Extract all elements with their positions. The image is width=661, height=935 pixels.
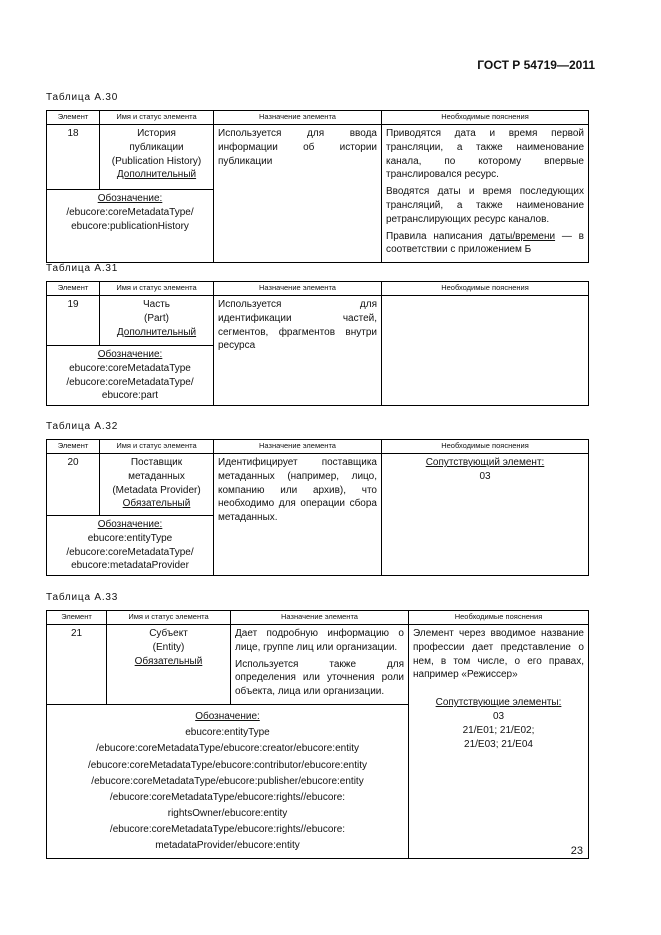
element-number: 19 xyxy=(47,296,100,346)
table-a31-caption: Таблица А.31 xyxy=(46,263,119,274)
col-header-notes: Необходимые пояснения xyxy=(382,111,589,125)
designation-cell xyxy=(47,190,214,263)
designation-label: Обозначение: xyxy=(195,710,260,722)
col-header-name: Имя и статус элемента xyxy=(100,282,214,296)
related-label: Сопутствующие элементы: xyxy=(435,697,562,709)
designation-label: Обозначение: xyxy=(97,349,163,360)
element-name-line: (Entity) xyxy=(152,641,185,653)
element-notes xyxy=(382,296,589,406)
col-header-element: Элемент xyxy=(47,440,100,454)
element-notes xyxy=(382,454,589,576)
element-status: Дополнительный xyxy=(116,169,197,181)
designation-line: ebucore:part xyxy=(101,390,159,402)
col-header-purpose: Назначение элемента xyxy=(214,440,382,454)
designation-line: rightsOwner/ebucore:entity xyxy=(167,808,288,820)
element-number: 20 xyxy=(47,454,100,516)
notes-paragraph: Вводятся даты и время последующих трансляций, а также наименование ретранслирующих ресурс каналов. xyxy=(386,186,584,225)
element-name-cell xyxy=(100,454,214,516)
element-notes xyxy=(382,125,589,263)
col-header-name: Имя и статус элемента xyxy=(107,611,231,625)
element-status: Обязательный xyxy=(134,655,203,667)
element-notes xyxy=(409,625,589,859)
page-number: 23 xyxy=(570,845,583,857)
notes-paragraph: Правила написания даты/времени — в соответствии с приложением Б xyxy=(386,230,584,256)
related-label: Сопутствующий элемент: xyxy=(425,457,545,468)
related-line: 03 xyxy=(479,470,491,482)
element-purpose: Используется для идентификации частей, сегментов, фрагментов внутри ресурса xyxy=(214,296,382,406)
designation-line: ebucore:entityType xyxy=(185,727,270,739)
col-header-notes: Необходимые пояснения xyxy=(382,440,589,454)
table-a31 xyxy=(46,281,589,406)
element-number: 18 xyxy=(47,125,100,190)
element-name-line: Часть xyxy=(142,299,171,310)
element-status: Обязательный xyxy=(122,498,191,510)
col-header-name: Имя и статус элемента xyxy=(100,440,214,454)
col-header-name: Имя и статус элемента xyxy=(100,111,214,125)
notes-paragraph: Приводятся дата и время первой трансляции, а также наименование канала, по которому впервые транслировался ресурс. xyxy=(386,128,584,181)
designation-line: /ebucore:coreMetadataType/ xyxy=(66,376,194,388)
designation-line: ebucore:metadataProvider xyxy=(71,560,189,572)
purpose-paragraph: Используется также для определения или уточнения роли объекта, лица или организации. xyxy=(235,658,404,698)
designation-label: Обозначение: xyxy=(97,519,163,530)
col-header-notes: Необходимые пояснения xyxy=(409,611,589,625)
designation-line: /ebucore:coreMetadataType/ebucore:creator/ebucore:entity xyxy=(96,743,359,755)
related-line: 21/E03; 21/E04 xyxy=(464,738,533,750)
designation-line: ebucore:publicationHistory xyxy=(71,220,189,232)
col-header-element: Элемент xyxy=(47,111,100,125)
element-purpose: Идентифицирует поставщика метаданных (например, лицо, компанию или архив), что необходимо для операции сбора метаданных. xyxy=(214,454,382,576)
element-name-line: История xyxy=(137,128,176,139)
designation-cell xyxy=(47,704,409,858)
col-header-notes: Необходимые пояснения xyxy=(382,282,589,296)
table-a33-caption: Таблица А.33 xyxy=(46,592,119,603)
designation-line: metadataProvider/ebucore:entity xyxy=(155,840,300,852)
designation-line: /ebucore:coreMetadataType/ebucore:publisher/ebucore:entity xyxy=(91,775,364,787)
notes-paragraph: Элемент через вводимое название профессии дает представление о нем, в том числе, о его правах, например «Режиссер» xyxy=(413,628,584,681)
element-purpose: Используется для ввода информации об истории публикации xyxy=(214,125,382,263)
designation-line: ebucore:entityType xyxy=(87,532,173,544)
related-line: 03 xyxy=(492,710,505,722)
col-header-element: Элемент xyxy=(47,611,107,625)
table-a30-caption: Таблица А.30 xyxy=(46,92,119,103)
element-name-cell xyxy=(100,125,214,190)
datetime-link: даты/времени xyxy=(489,230,556,242)
col-header-purpose: Назначение элемента xyxy=(214,282,382,296)
designation-line: /ebucore:coreMetadataType/ xyxy=(66,546,194,558)
designation-line: /ebucore:coreMetadataType/ebucore:rights//ebucore: xyxy=(109,791,346,803)
col-header-purpose: Назначение элемента xyxy=(231,611,409,625)
designation-line: /ebucore:coreMetadataType/ebucore:rights//ebucore: xyxy=(109,824,346,836)
purpose-paragraph: Дает подробную информацию о лице, группе лиц или организации. xyxy=(235,628,404,653)
table-a32 xyxy=(46,439,589,576)
designation-line: ebucore:coreMetadataType xyxy=(69,362,191,374)
element-name-line: Субъект xyxy=(149,628,188,639)
element-status: Дополнительный xyxy=(116,326,197,338)
element-name-line: метаданных xyxy=(128,470,185,482)
element-name-line: (Metadata Provider) xyxy=(112,484,201,496)
element-name-line: (Part) xyxy=(144,312,169,324)
table-a33 xyxy=(46,610,589,859)
table-a30 xyxy=(46,110,589,263)
designation-line: /ebucore:coreMetadataType/ebucore:contributor/ebucore:entity xyxy=(87,759,368,771)
designation-cell xyxy=(47,516,214,576)
designation-line: /ebucore:coreMetadataType/ xyxy=(66,206,194,218)
element-purpose xyxy=(231,625,409,705)
element-name-line: (Publication History) xyxy=(111,155,202,167)
element-name-line: Поставщик xyxy=(130,457,183,468)
element-name-cell xyxy=(107,625,231,705)
table-a32-caption: Таблица А.32 xyxy=(46,421,119,432)
element-number: 21 xyxy=(47,625,107,705)
related-line: 21/E01; 21/E02; xyxy=(462,724,535,736)
designation-cell xyxy=(47,346,214,406)
col-header-purpose: Назначение элемента xyxy=(214,111,382,125)
col-header-element: Элемент xyxy=(47,282,100,296)
designation-label: Обозначение: xyxy=(97,193,163,204)
element-name-cell xyxy=(100,296,214,346)
standard-header: ГОСТ Р 54719—2011 xyxy=(477,58,595,72)
element-name-line: публикации xyxy=(129,141,184,153)
